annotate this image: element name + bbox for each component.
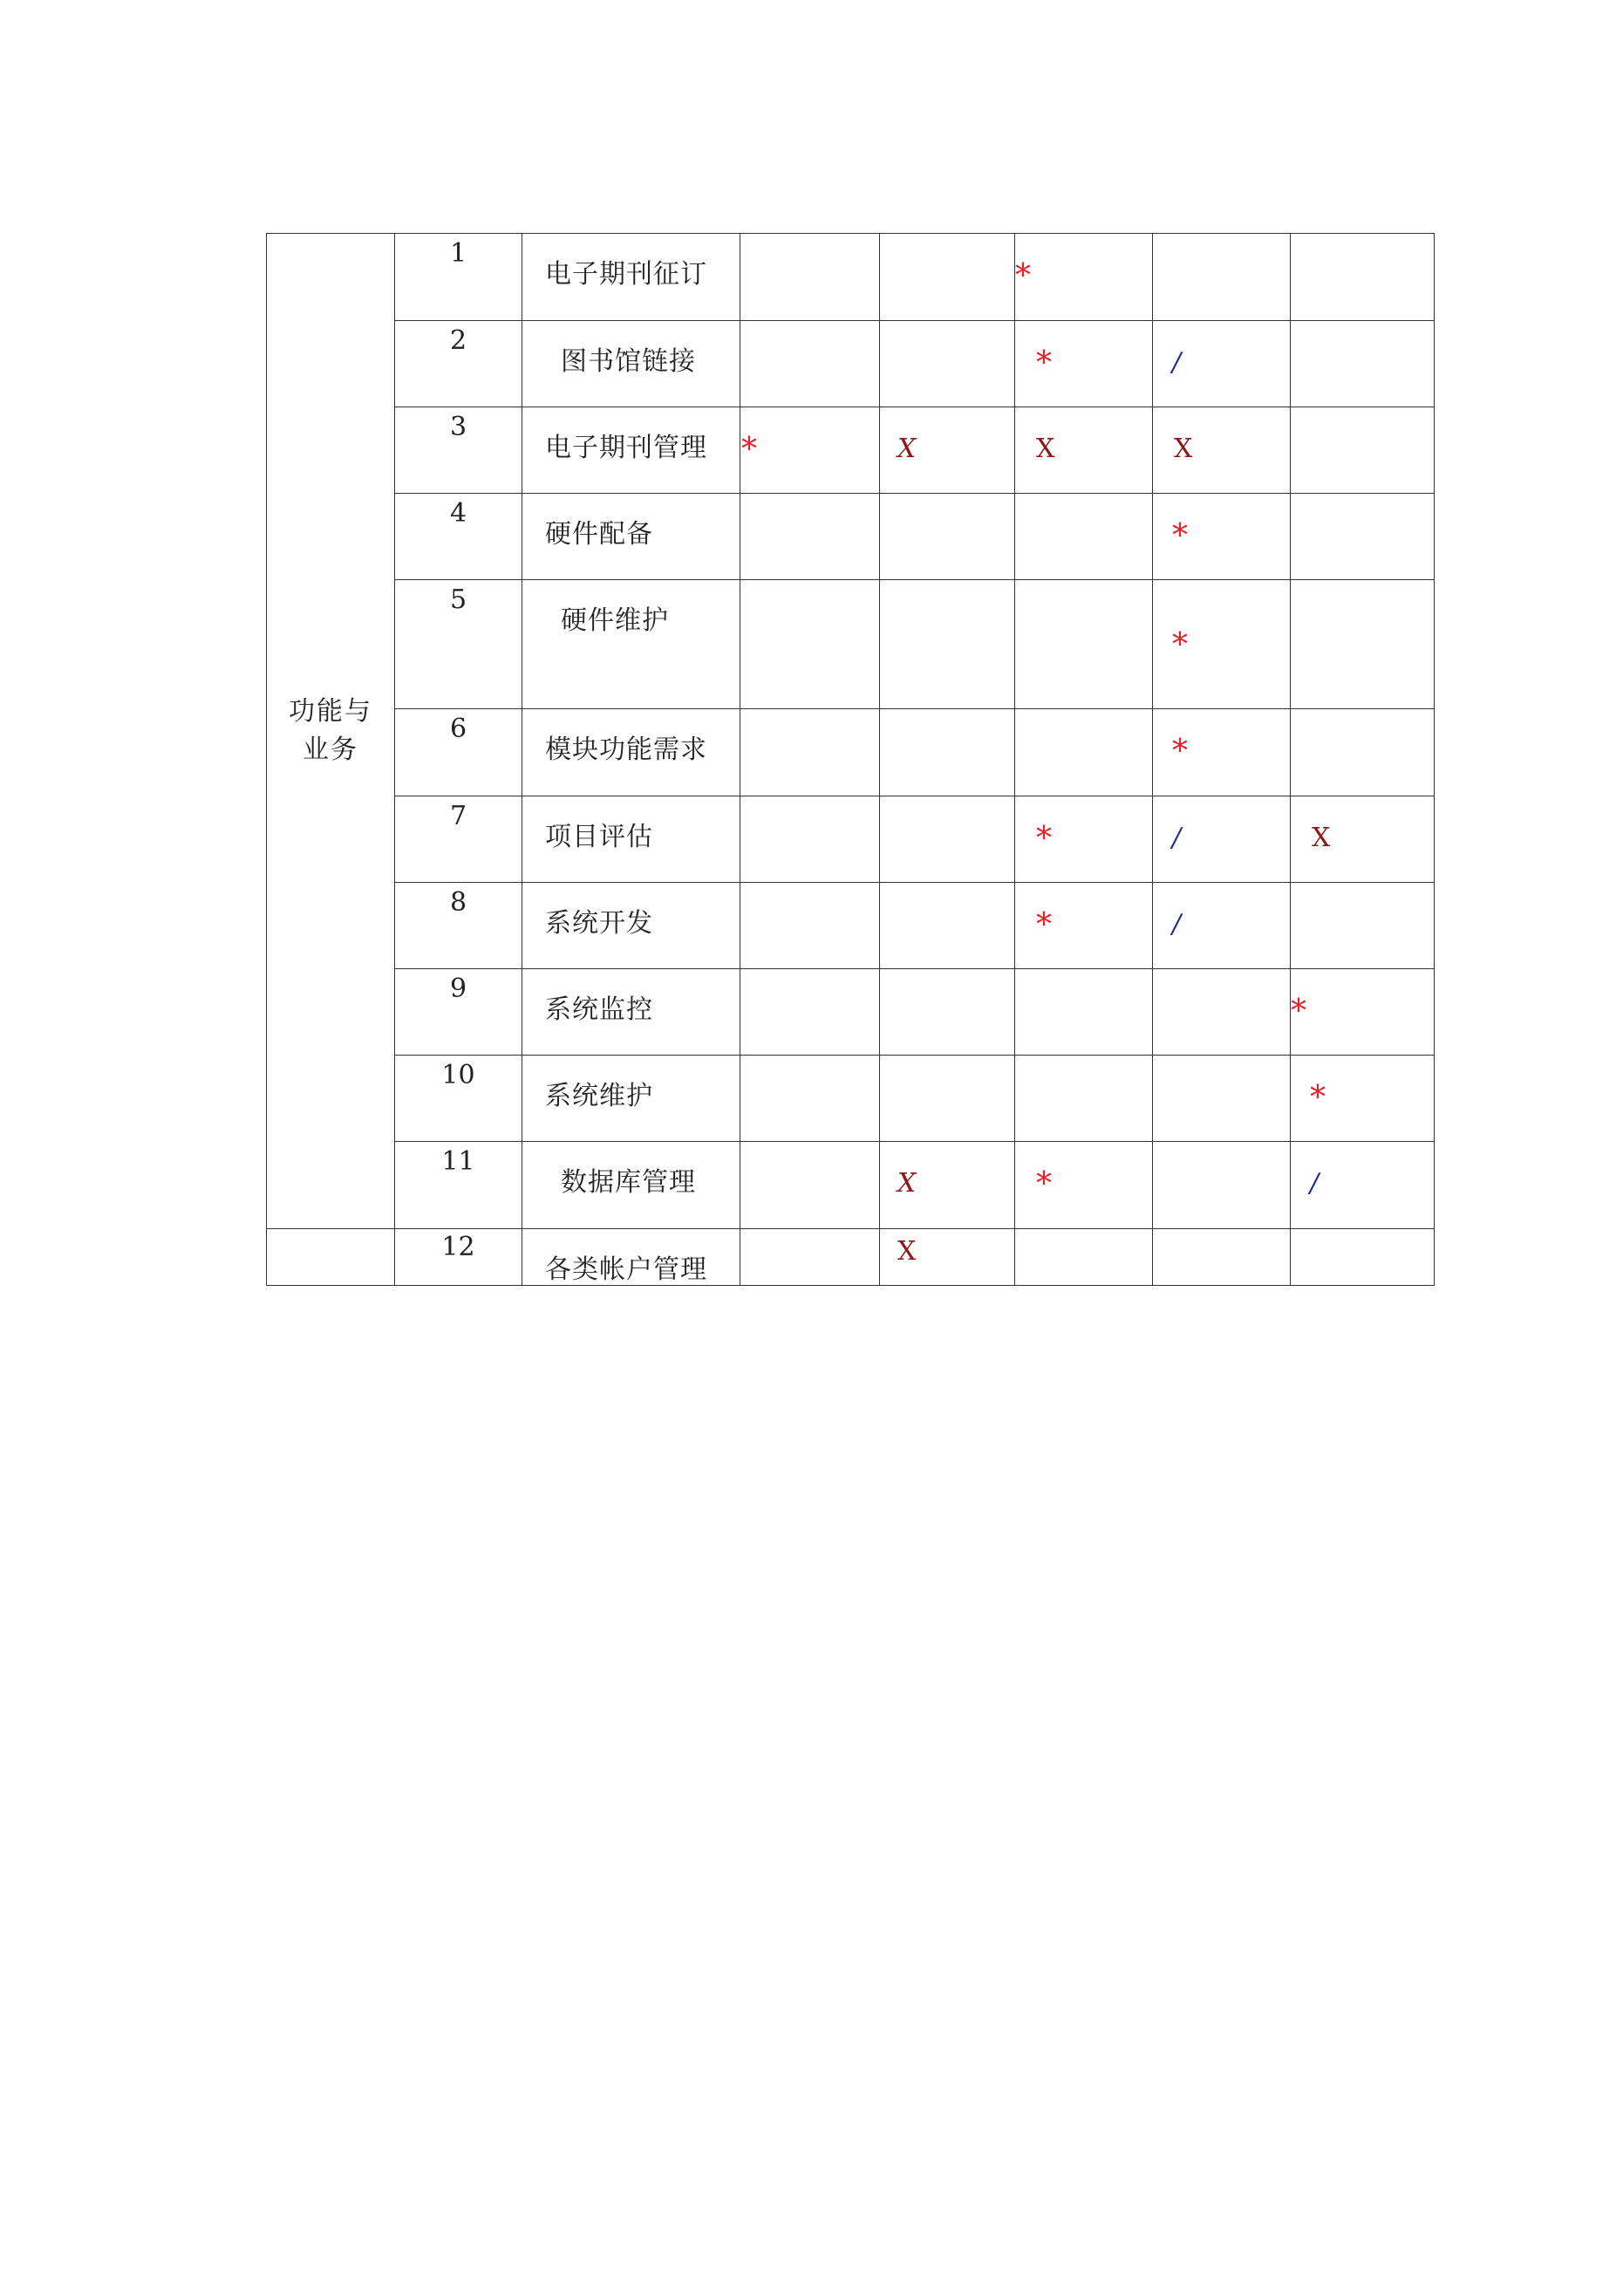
cell <box>1015 234 1153 321</box>
category-cell <box>267 234 395 1229</box>
slash-mark: / <box>1172 347 1182 378</box>
x-mark: X <box>897 1236 917 1267</box>
cell <box>880 321 1015 407</box>
asterisk-mark: * <box>1172 518 1188 554</box>
table-row <box>267 969 1435 1056</box>
cell <box>1153 883 1291 969</box>
cell <box>1153 1056 1291 1142</box>
category-label-line-1: 功能与 <box>289 696 372 727</box>
row-name: 数据库管理 <box>522 1142 740 1229</box>
table-row <box>267 1229 1435 1286</box>
cell <box>1153 1229 1291 1286</box>
row-number: 12 <box>395 1229 522 1286</box>
table-row <box>267 580 1435 709</box>
cell <box>1291 407 1435 494</box>
asterisk-mark: * <box>1036 345 1052 381</box>
category-label-line-2: 业务 <box>303 735 358 765</box>
row-name: 硬件配备 <box>522 494 740 580</box>
x-mark: X <box>897 434 917 464</box>
cell <box>1291 709 1435 796</box>
cell <box>740 407 880 494</box>
cell <box>880 1229 1015 1286</box>
cell <box>740 1056 880 1142</box>
cell <box>1153 709 1291 796</box>
row-number: 10 <box>395 1056 522 1142</box>
row-number: 1 <box>395 234 522 321</box>
cell <box>740 1229 880 1286</box>
cell <box>1291 580 1435 709</box>
row-number: 6 <box>395 709 522 796</box>
cell <box>1291 234 1435 321</box>
cell <box>1015 1056 1153 1142</box>
cell <box>1291 796 1435 883</box>
x-mark: X <box>897 1168 917 1199</box>
responsibility-matrix-table <box>266 233 1435 1286</box>
cell <box>1015 969 1153 1056</box>
cell <box>1153 969 1291 1056</box>
row-number: 7 <box>395 796 522 883</box>
cell <box>740 494 880 580</box>
cell <box>1291 883 1435 969</box>
cell <box>880 796 1015 883</box>
cell <box>1153 796 1291 883</box>
cell <box>740 883 880 969</box>
cell <box>1291 1142 1435 1229</box>
row-name: 硬件维护 <box>522 580 740 709</box>
cell <box>880 1056 1015 1142</box>
row-number: 3 <box>395 407 522 494</box>
table-row <box>267 883 1435 969</box>
table-row <box>267 407 1435 494</box>
cell <box>880 1142 1015 1229</box>
cell <box>880 494 1015 580</box>
cell <box>1291 969 1435 1056</box>
asterisk-mark: * <box>1172 627 1188 663</box>
cell <box>1015 709 1153 796</box>
cell <box>740 321 880 407</box>
x-mark: X <box>1174 434 1193 464</box>
cell <box>1291 321 1435 407</box>
cell <box>1153 1142 1291 1229</box>
cell <box>880 709 1015 796</box>
cell <box>1015 1229 1153 1286</box>
cell <box>1015 407 1153 494</box>
cell <box>1291 1056 1435 1142</box>
asterisk-mark: * <box>1036 907 1052 943</box>
cell <box>740 796 880 883</box>
cell <box>1015 580 1153 709</box>
row-number: 11 <box>395 1142 522 1229</box>
cell <box>1153 234 1291 321</box>
row-name: 电子期刊征订 <box>522 234 740 321</box>
slash-mark: / <box>1172 909 1182 940</box>
cell <box>1153 321 1291 407</box>
row-number: 5 <box>395 580 522 709</box>
row-name: 系统开发 <box>522 883 740 969</box>
cell <box>740 709 880 796</box>
table-row <box>267 494 1435 580</box>
row-number: 2 <box>395 321 522 407</box>
cell <box>740 969 880 1056</box>
slash-mark: / <box>1172 823 1182 853</box>
asterisk-mark: * <box>1310 1080 1326 1116</box>
cell <box>1291 494 1435 580</box>
asterisk-mark: * <box>741 432 757 468</box>
row-name: 各类帐户管理 <box>522 1229 740 1286</box>
table-row <box>267 796 1435 883</box>
row-number: 8 <box>395 883 522 969</box>
table-row <box>267 321 1435 407</box>
table-row <box>267 234 1435 321</box>
cell <box>880 407 1015 494</box>
asterisk-mark: * <box>1036 821 1052 857</box>
cell <box>1015 494 1153 580</box>
cell <box>1015 321 1153 407</box>
slash-mark: / <box>1310 1168 1320 1199</box>
row-number: 9 <box>395 969 522 1056</box>
cell <box>1015 883 1153 969</box>
row-number: 4 <box>395 494 522 580</box>
cell <box>1015 1142 1153 1229</box>
category-cell-empty <box>267 1229 395 1286</box>
asterisk-mark: * <box>1015 258 1031 294</box>
cell <box>740 580 880 709</box>
cell <box>1153 494 1291 580</box>
cell <box>880 969 1015 1056</box>
table-row <box>267 1142 1435 1229</box>
x-mark: X <box>1312 823 1331 853</box>
cell <box>880 234 1015 321</box>
row-name: 图书馆链接 <box>522 321 740 407</box>
row-name: 系统监控 <box>522 969 740 1056</box>
cell <box>1291 1229 1435 1286</box>
cell <box>880 580 1015 709</box>
cell <box>740 234 880 321</box>
x-mark: X <box>1036 434 1055 464</box>
cell <box>1015 796 1153 883</box>
table-row <box>267 709 1435 796</box>
cell <box>1153 407 1291 494</box>
table-row <box>267 1056 1435 1142</box>
cell <box>740 1142 880 1229</box>
cell <box>1153 580 1291 709</box>
cell <box>880 883 1015 969</box>
asterisk-mark: * <box>1172 734 1188 769</box>
row-name: 模块功能需求 <box>522 709 740 796</box>
row-name: 项目评估 <box>522 796 740 883</box>
asterisk-mark: * <box>1036 1166 1052 1202</box>
asterisk-mark: * <box>1291 994 1306 1029</box>
row-name: 系统维护 <box>522 1056 740 1142</box>
row-name: 电子期刊管理 <box>522 407 740 494</box>
